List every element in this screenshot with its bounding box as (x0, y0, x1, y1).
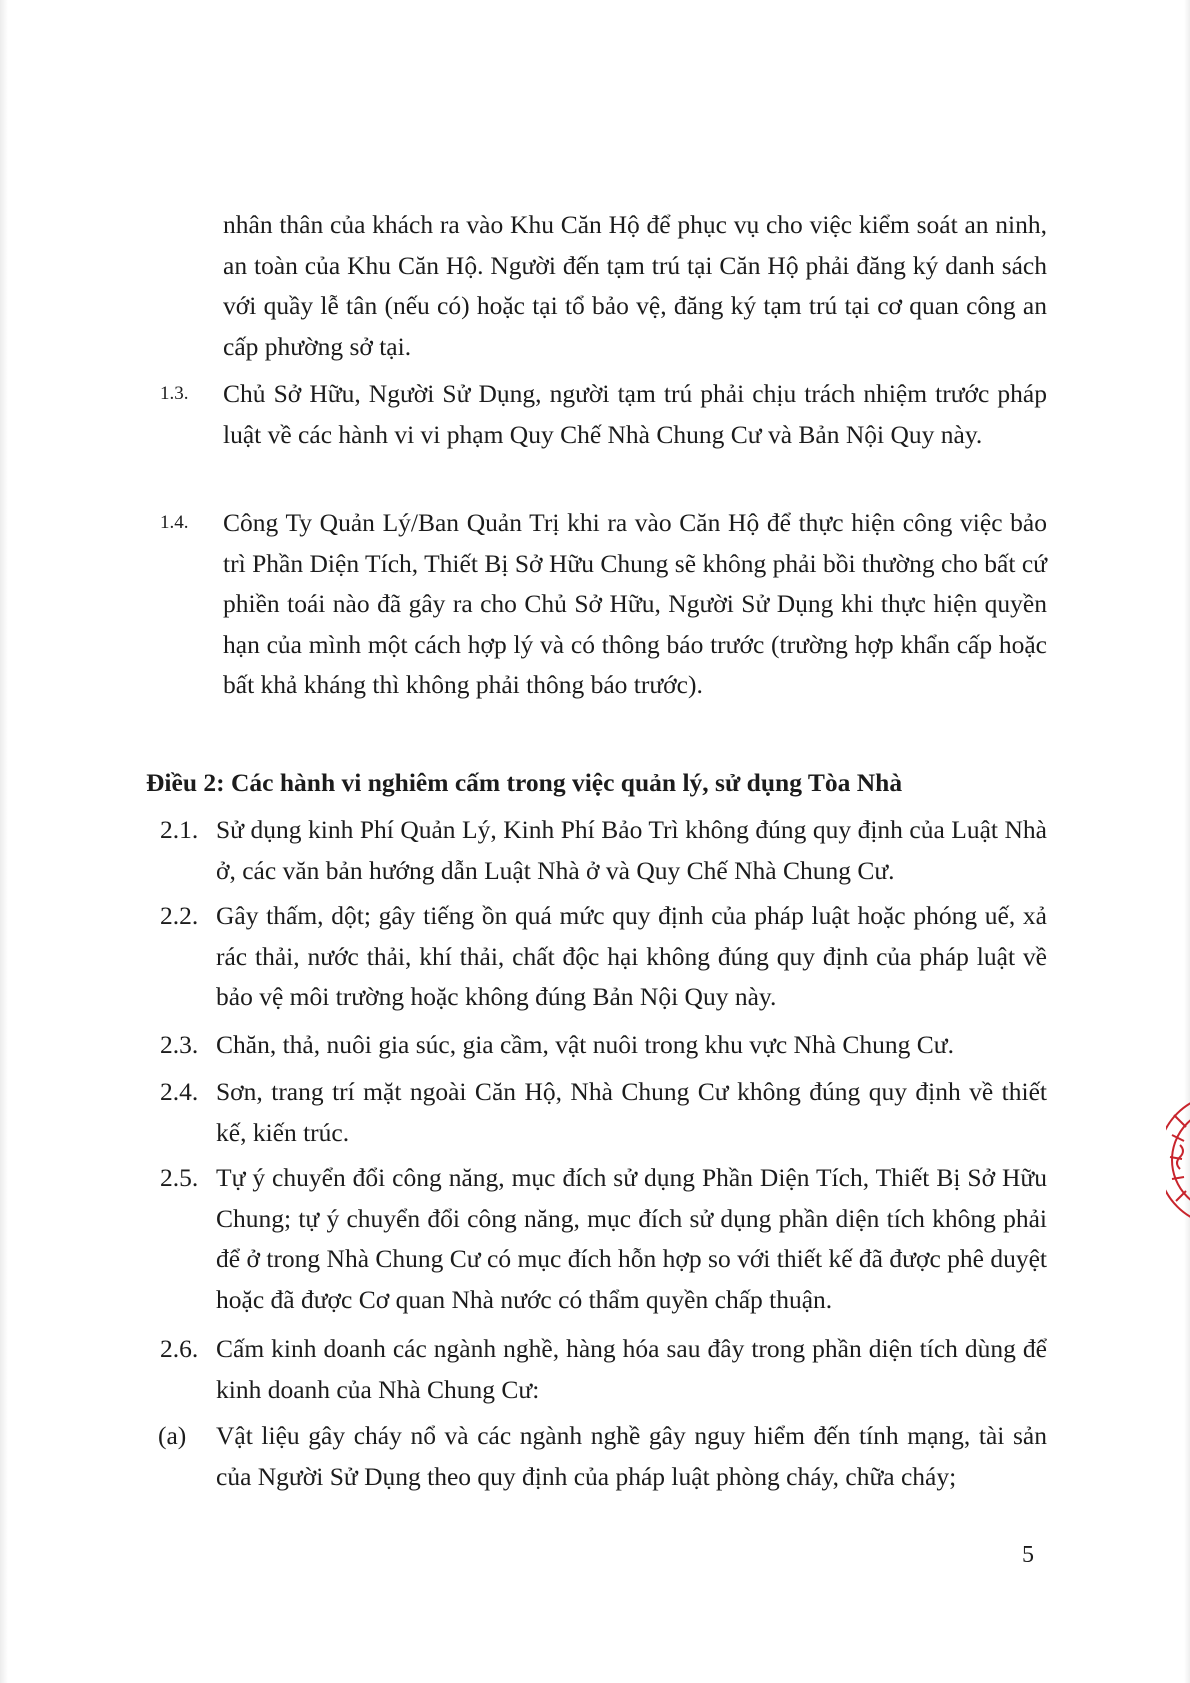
item-number: 2.1. (160, 815, 199, 844)
item-text: Gây thấm, dột; gây tiếng ồn quá mức quy định của pháp luật hoặc phóng uế, xả rác thải, nước thải, khí thải, chất độc hại không đúng quy định của pháp luật về bảo vệ môi trường hoặc không đúng Bản Nội Quy này. (216, 901, 1047, 1011)
article-2-heading: Điều 2: Các hành vi nghiêm cấm trong việc quản lý, sử dụng Tòa Nhà (146, 768, 903, 797)
item-text: Sử dụng kinh Phí Quản Lý, Kinh Phí Bảo Trì không đúng quy định của Luật Nhà ở, các văn bản hướng dẫn Luật Nhà ở và Quy Chế Nhà Chung Cư. (216, 815, 1047, 885)
item-number: 1.3. (160, 383, 189, 404)
item-text: Chủ Sở Hữu, Người Sử Dụng, người tạm trú phải chịu trách nhiệm trước pháp luật về các hành vi vi phạm Quy Chế Nhà Chung Cư và Bản Nội Quy này. (223, 379, 1047, 449)
intro-paragraph: nhân thân của khách ra vào Khu Căn Hộ để phục vụ cho việc kiểm soát an ninh, an toàn của Khu Căn Hộ. Người đến tạm trú tại Căn Hộ phải đăng ký danh sách với quầy lễ tân (nếu có) hoặc tại tổ bảo vệ, đăng ký tạm trú tại cơ quan công an cấp phường sở tại. (223, 210, 1047, 361)
scan-edge-left (0, 0, 8, 1683)
scan-edge-right (1184, 0, 1190, 1683)
subitem-text: Vật liệu gây cháy nổ và các ngành nghề gây nguy hiểm đến tính mạng, tài sản của Người Sử Dụng theo quy định của pháp luật phòng cháy, chữa cháy; (216, 1421, 1047, 1491)
subitem-number: (a) (158, 1421, 187, 1450)
item-text: Công Ty Quản Lý/Ban Quản Trị khi ra vào Căn Hộ để thực hiện công việc bảo trì Phần Diện Tích, Thiết Bị Sở Hữu Chung sẽ không phải bồi thường cho bất cứ phiền toái nào đã gây ra cho Chủ Sở Hữu, Người Sử Dụng khi thực hiện quyền hạn của mình một cách hợp lý và có thông báo trước (trường hợp khẩn cấp hoặc bất khả kháng thì không phải thông báo trước). (223, 508, 1047, 699)
item-number: 2.4. (160, 1077, 199, 1106)
item-number: 2.6. (160, 1334, 199, 1363)
item-number: 1.4. (160, 512, 189, 533)
item-number: 2.2. (160, 901, 199, 930)
red-seal-stamp (1166, 1075, 1190, 1245)
item-number: 2.3. (160, 1030, 199, 1059)
item-text: Chăn, thả, nuôi gia súc, gia cầm, vật nuôi trong khu vực Nhà Chung Cư. (216, 1030, 954, 1059)
item-number: 2.5. (160, 1163, 199, 1192)
item-text: Sơn, trang trí mặt ngoài Căn Hộ, Nhà Chung Cư không đúng quy định về thiết kế, kiến trúc. (216, 1077, 1047, 1147)
item-text: Tự ý chuyển đổi công năng, mục đích sử dụng Phần Diện Tích, Thiết Bị Sở Hữu Chung; tự ý chuyển đổi công năng, mục đích sử dụng phần diện tích không phải để ở trong Nhà Chung Cư có mục đích hỗn hợp so với thiết kế đã được phê duyệt hoặc đã được Cơ quan Nhà nước có thẩm quyền chấp thuận. (216, 1163, 1047, 1314)
item-text: Cấm kinh doanh các ngành nghề, hàng hóa sau đây trong phần diện tích dùng để kinh doanh của Nhà Chung Cư: (216, 1334, 1047, 1404)
page-number: 5 (1022, 1542, 1034, 1568)
